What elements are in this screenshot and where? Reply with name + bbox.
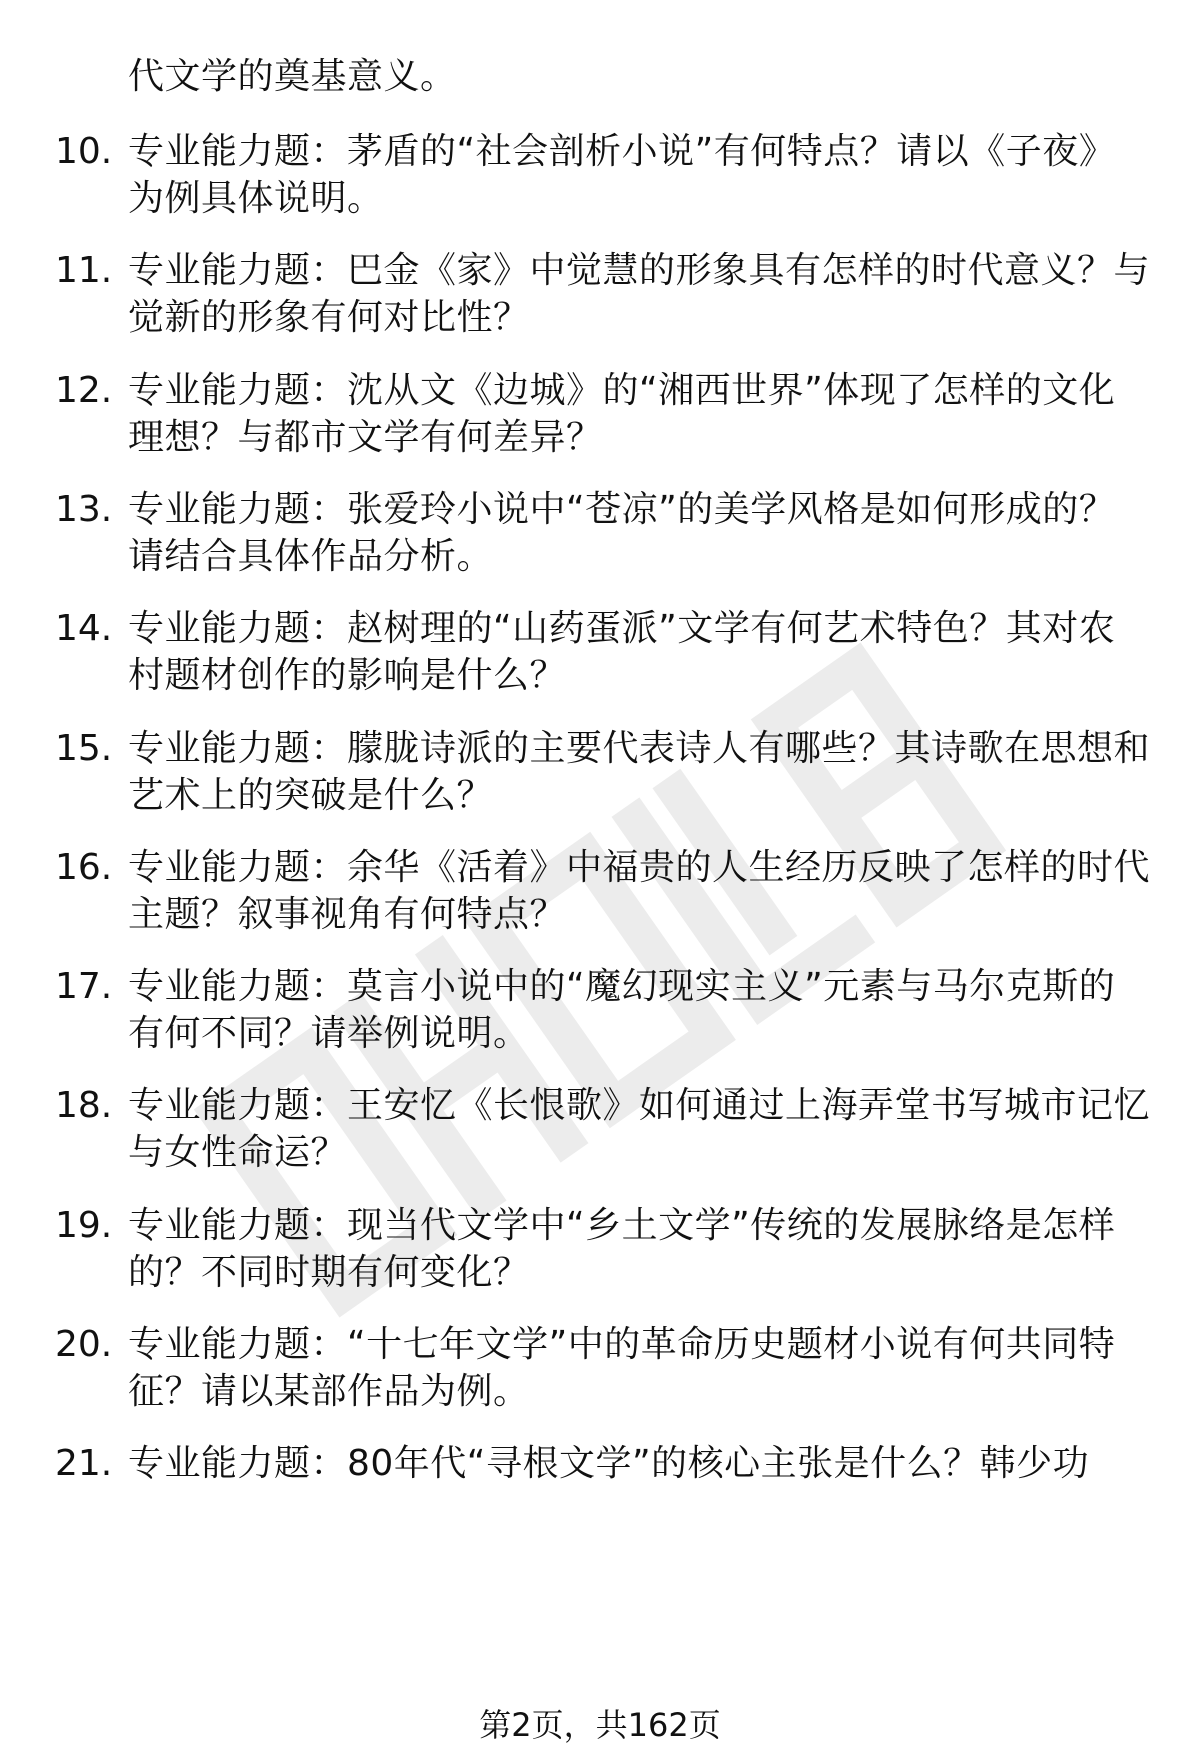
page-footer: 第2页，共162页 — [479, 1706, 721, 1744]
list-item-line: 专业能力题：王安忆《长恨歌》如何通过上海弄堂书写城市记忆 — [128, 1085, 1151, 1126]
list-item-number: 13. — [55, 489, 113, 530]
list-item-number: 10. — [55, 131, 113, 172]
list-item-number: 15. — [55, 728, 113, 769]
list-item-line: 专业能力题：赵树理的“山药蛋派”文学有何艺术特色？其对农 — [128, 608, 1116, 649]
list-item-line: 专业能力题：茅盾的“社会剖析小说”有何特点？请以《子夜》 — [128, 131, 1116, 172]
list-item-line: 专业能力题：余华《活着》中福贵的人生经历反映了怎样的时代 — [128, 847, 1151, 888]
list-item-line: 为例具体说明。 — [128, 178, 384, 219]
list-item-line: 主题？叙事视角有何特点？ — [128, 894, 567, 935]
list-item-line: 理想？与都市文学有何差异？ — [128, 417, 603, 458]
list-item-line: 请结合具体作品分析。 — [128, 536, 494, 577]
list-item-line: 专业能力题：“十七年文学”中的革命历史题材小说有何共同特 — [128, 1324, 1116, 1365]
list-item-number: 18. — [55, 1085, 113, 1126]
list-item-number: 16. — [55, 847, 113, 888]
list-item-line: 有何不同？请举例说明。 — [128, 1013, 530, 1054]
list-item-line: 专业能力题：朦胧诗派的主要代表诗人有哪些？其诗歌在思想和 — [128, 728, 1151, 769]
list-item-number: 11. — [55, 250, 113, 291]
list-item-line: 征？请以某部作品为例。 — [128, 1371, 530, 1412]
list-item-line: 与女性命运？ — [128, 1132, 348, 1173]
list-item-line: 专业能力题：现当代文学中“乡土文学”传统的发展脉络是怎样 — [128, 1205, 1116, 1246]
list-item-line: 觉新的形象有何对比性？ — [128, 297, 530, 338]
list-item-number: 12. — [55, 370, 113, 411]
list-item-number: 20. — [55, 1324, 113, 1365]
list-item-line: 的？不同时期有何变化？ — [128, 1252, 530, 1293]
list-item-number: 17. — [55, 966, 113, 1007]
list-item-line: 专业能力题：巴金《家》中觉慧的形象具有怎样的时代意义？与 — [128, 250, 1151, 291]
list-item-number: 14. — [55, 608, 113, 649]
list-item-line: 专业能力题：沈从文《边城》的“湘西世界”体现了怎样的文化 — [128, 370, 1116, 411]
list-item-number: 19. — [55, 1205, 113, 1246]
list-item-line: 村题材创作的影响是什么？ — [128, 655, 567, 696]
continuation-line: 代文学的奠基意义。 — [128, 56, 457, 97]
list-item-line: 专业能力题：张爱玲小说中“苍凉”的美学风格是如何形成的？ — [128, 489, 1116, 530]
list-item-line: 艺术上的突破是什么？ — [128, 775, 494, 816]
list-item-number: 21. — [55, 1443, 113, 1484]
list-item-line: 专业能力题：80年代“寻根文学”的核心主张是什么？韩少功 — [128, 1443, 1090, 1484]
list-item-line: 专业能力题：莫言小说中的“魔幻现实主义”元素与马尔克斯的 — [128, 966, 1116, 1007]
